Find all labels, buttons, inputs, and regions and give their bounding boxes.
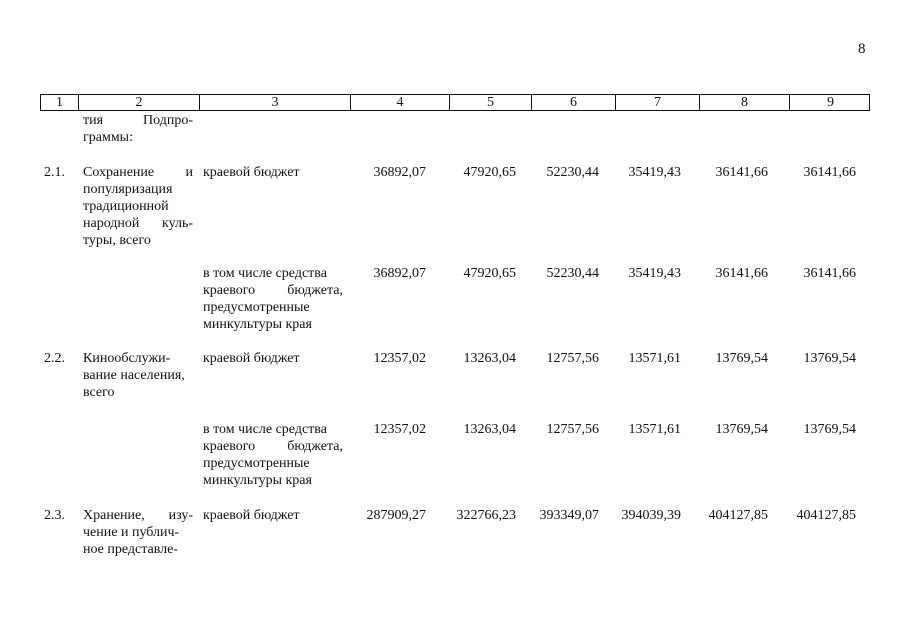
header-col-9: 9 — [789, 95, 871, 110]
header-col-2: 2 — [78, 95, 199, 110]
row-source — [203, 265, 343, 333]
header-col-8: 8 — [699, 95, 789, 110]
cell-value: 36141,66 — [803, 165, 856, 180]
row-name-line: ное представле- — [83, 542, 179, 557]
row-name-line: чение и публич- — [83, 525, 180, 540]
cell-value: 287909,27 — [366, 508, 426, 523]
cell-value: 12757,56 — [546, 351, 599, 366]
header-col-6: 6 — [531, 95, 615, 110]
continuation-line: граммы: — [83, 130, 133, 145]
row-name-line: Кинообслужи- — [83, 351, 171, 366]
cell-value: 13769,54 — [803, 422, 856, 437]
row-source-line: краевого бюджета, — [203, 439, 343, 454]
cell-value: 36892,07 — [373, 266, 426, 281]
row-source-line: краевой бюджет — [203, 165, 300, 180]
row-number: 2.3. — [44, 508, 65, 523]
cell-value: 13769,54 — [803, 351, 856, 366]
cell-value: 47920,65 — [463, 266, 516, 281]
header-col-4: 4 — [350, 95, 449, 110]
row-source — [203, 164, 343, 181]
cell-value: 12357,02 — [373, 422, 426, 437]
row-source — [203, 421, 343, 489]
cell-value: 12357,02 — [373, 351, 426, 366]
cell-value: 36892,07 — [373, 165, 426, 180]
row-source-line: в том числе средства — [203, 266, 327, 281]
row-source — [203, 350, 343, 367]
continuation-line: тия Подпро- — [83, 113, 193, 128]
cell-value: 394039,39 — [621, 508, 681, 523]
row-source-line: предусмотренные — [203, 300, 310, 315]
cell-value: 13571,61 — [628, 351, 681, 366]
cell-value: 13769,54 — [715, 351, 768, 366]
row-name — [83, 507, 193, 558]
cell-value: 322766,23 — [456, 508, 516, 523]
cell-value: 13263,04 — [463, 351, 516, 366]
row-source-line: краевой бюджет — [203, 508, 300, 523]
row-source — [203, 507, 343, 524]
page-number: 8 — [858, 41, 866, 57]
row-name — [83, 350, 193, 401]
cell-value: 404127,85 — [708, 508, 768, 523]
cell-value: 52230,44 — [546, 266, 599, 281]
row-source-line: минкультуры края — [203, 473, 312, 488]
header-col-7: 7 — [615, 95, 699, 110]
cell-value: 404127,85 — [796, 508, 856, 523]
row-number: 2.2. — [44, 351, 65, 366]
row-source-line: предусмотренные — [203, 456, 310, 471]
cell-value: 393349,07 — [539, 508, 599, 523]
header-col-1: 1 — [56, 95, 63, 110]
header-col-3: 3 — [199, 95, 350, 110]
row-name-line: популяризация — [83, 182, 173, 197]
cell-value: 36141,66 — [715, 266, 768, 281]
row-source-line: краевого бюджета, — [203, 283, 343, 298]
row-name-line: вание населения, — [83, 368, 185, 383]
row-name-line: Сохранение и — [83, 165, 193, 180]
cell-value: 52230,44 — [546, 165, 599, 180]
cell-value: 36141,66 — [803, 266, 856, 281]
row-source-line: краевой бюджет — [203, 351, 300, 366]
cell-value: 47920,65 — [463, 165, 516, 180]
row-source-line: минкультуры края — [203, 317, 312, 332]
cell-value: 13571,61 — [628, 422, 681, 437]
row-number: 2.1. — [44, 165, 65, 180]
row-name — [83, 164, 193, 249]
table-header-row — [40, 94, 870, 111]
row-name-line: традиционной — [83, 199, 169, 214]
cell-value: 13263,04 — [463, 422, 516, 437]
cell-value: 36141,66 — [715, 165, 768, 180]
cell-value: 35419,43 — [628, 165, 681, 180]
cell-value: 35419,43 — [628, 266, 681, 281]
row-name-line: Хранение, изу- — [83, 508, 193, 523]
row-name-line: туры, всего — [83, 233, 151, 248]
row-name-line: народной куль- — [83, 216, 193, 231]
cell-value: 13769,54 — [715, 422, 768, 437]
row-name-line: всего — [83, 385, 115, 400]
header-col-5: 5 — [449, 95, 531, 110]
continuation-text — [83, 112, 193, 146]
row-source-line: в том числе средства — [203, 422, 327, 437]
cell-value: 12757,56 — [546, 422, 599, 437]
